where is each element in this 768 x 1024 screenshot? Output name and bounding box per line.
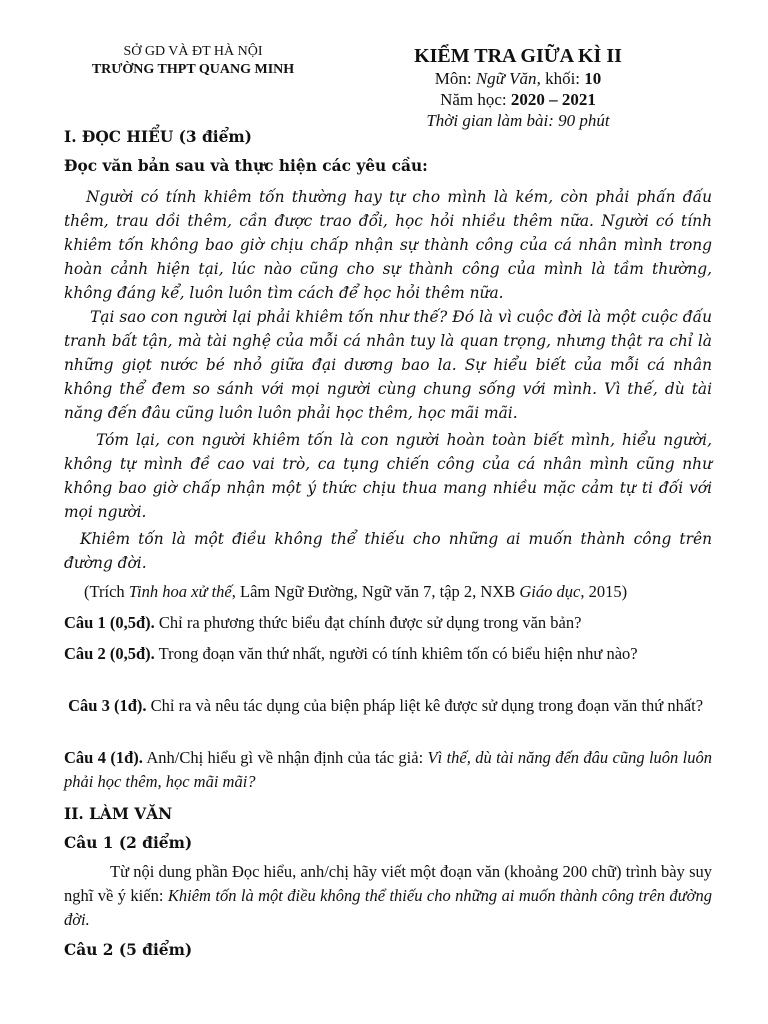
question-2-text: Trong đoạn văn thứ nhất, người có tính khiêm tốn có biểu hiện như nào? [154,644,638,663]
question-4-quote: Vì thế, dù tài năng đến đâu cũng luôn luôn phải học thêm, học mãi mãi? [64,748,713,791]
question-3-text: Chỉ ra và nêu tác dụng của biện pháp liệt kê được sử dụng trong đoạn văn thứ nhất? [146,696,704,715]
citation-close: , 2015) [580,582,628,601]
school-name: TRƯỜNG THPT QUANG MINH [91,62,295,77]
question-3 [64,694,712,718]
year-line [400,89,636,110]
question-4 [64,746,712,794]
essay-question-1-text: Từ nội dung phần Đọc hiểu, anh/chị hãy viết một đoạn văn (khoảng 200 chữ) trình bày suy nghĩ về ý kiến: [64,862,712,905]
passage-paragraph-4: Khiêm tốn là một điều không thể thiếu cho những ai muốn thành công trên đường đời. [64,530,712,572]
exam-title: KIỂM TRA GIỮA KÌ II [414,45,622,67]
question-1 [64,611,712,635]
citation-middle: , Lâm Ngữ Đường, Ngữ văn 7, tập 2, NXB [231,582,520,601]
year-value: 2020 – 2021 [510,90,596,109]
department-name: SỞ GD VÀ ĐT HÀ NỘI [123,44,263,59]
passage-paragraph-1: Người có tính khiêm tốn thường hay tự cho mình là kém, còn phải phấn đấu thêm, trau dồi thêm, cần được trao đổi, học hỏi nhiều thêm nữa. Người có tính khiêm tốn không bao giờ chịu chấp nhận sự thành công của cá nhân mình trong hoàn cảnh hiện tại, lúc nào cũng cho sự thành công của mình là tầm thường, không đáng kể, luôn luôn tìm cách để học hỏi thêm nữa. [64,188,712,302]
citation [84,580,714,604]
question-4-text: Anh/Chị hiểu gì về nhận định của tác giả: [142,748,428,767]
passage-paragraph-3: Tóm lại, con người khiêm tốn là con người hoàn toàn biết mình, hiểu người, không tự mình đề cao vai trò, ca tụng chiến công của cá nhân mình cũng như không bao giờ chấp nhận một ý thức chịu thua mang nhiều mặc cảm tự ti đối với mọi người. [64,431,712,521]
subject-name: Ngữ Văn [475,69,537,88]
question-1-label: Câu 1 (0,5đ). [64,613,155,632]
section-2-heading: II. LÀM VĂN [64,805,173,823]
school-header [78,43,308,79]
time-limit: Thời gian làm bài: 90 phút [426,111,610,130]
question-4-label: Câu 4 (1đ). [64,748,143,767]
subject-line [400,68,636,89]
question-3-label: Câu 3 (1đ). [68,696,147,715]
exam-header [400,44,636,131]
essay-question-1-quote: Khiêm tốn là một điều không thể thiếu cho những ai muốn thành công trên đường đời. [64,886,712,929]
subject-prefix: Môn: [434,69,476,88]
section-1-instruction: Đọc văn bản sau và thực hiện các yêu cầu: [64,157,428,175]
grade-value: 10 [584,69,602,88]
question-2 [64,642,712,666]
essay-question-2-heading: Câu 2 (5 điểm) [64,941,193,959]
citation-publisher: Giáo dục [519,582,581,601]
grade-prefix: , khối: [536,69,585,88]
passage-paragraph-2: Tại sao con người lại phải khiêm tốn như thế? Đó là vì cuộc đời là một cuộc đấu tranh bất tận, mà tài nghệ của mỗi cá nhân tuy là quan trọng, nhưng thật ra chỉ là những giọt nước bé nhỏ giữa đại dương bao la. Sự hiểu biết của mỗi cá nhân không thể đem so sánh với mọi người cùng chung sống với mình. Vì thế, dù tài năng đến đâu cũng luôn luôn phải học thêm, học mãi mãi. [64,308,712,422]
question-2-label: Câu 2 (0,5đ). [64,644,155,663]
essay-question-1-heading: Câu 1 (2 điểm) [64,834,193,852]
citation-work: Tinh hoa xử thế [128,582,232,601]
question-1-text: Chỉ ra phương thức biểu đạt chính được sử dụng trong văn bản? [154,613,582,632]
year-prefix: Năm học: [440,90,511,109]
essay-question-1-prompt [64,860,712,932]
citation-open: (Trích [84,582,129,601]
section-1-heading: I. ĐỌC HIỂU (3 điểm) [64,128,252,146]
